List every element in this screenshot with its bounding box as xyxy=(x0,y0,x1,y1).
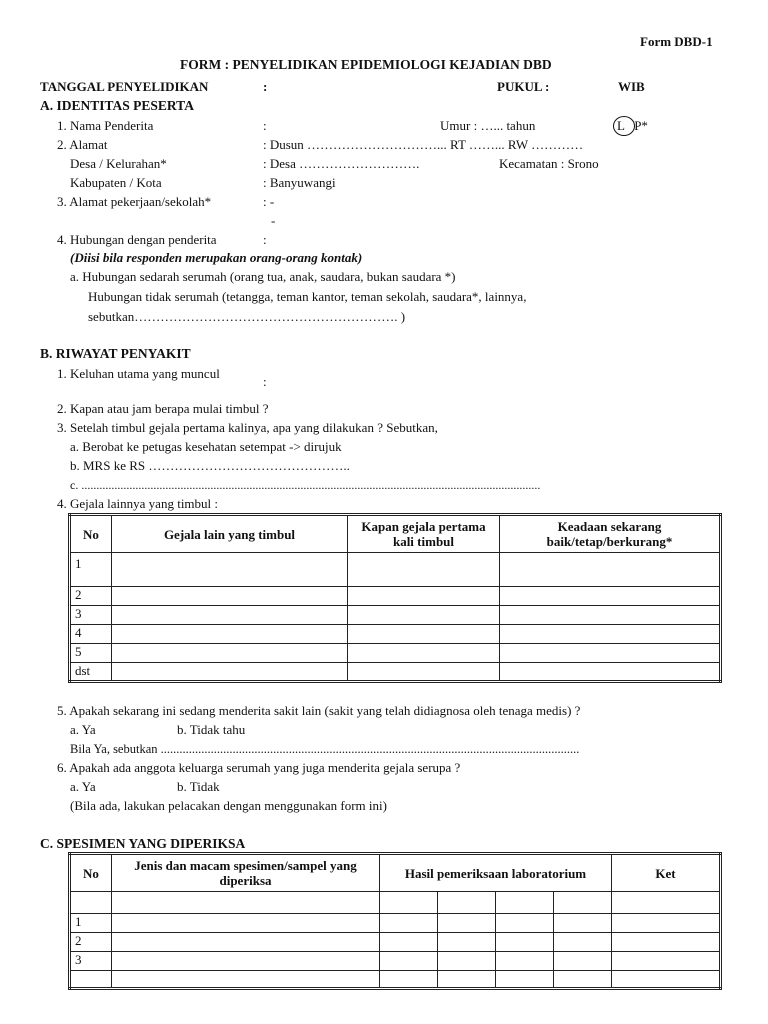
pekerjaan-value-1[interactable]: : - xyxy=(263,194,275,209)
hubungan-value[interactable]: : xyxy=(263,232,267,247)
table-row xyxy=(70,892,721,914)
tanggal-label: TANGGAL PENYELIDIKAN xyxy=(40,79,209,94)
table-cell[interactable] xyxy=(612,952,721,971)
table-cell[interactable] xyxy=(380,914,438,933)
col-header-no: No xyxy=(70,515,112,553)
tindakan-option-b[interactable]: b. MRS ke RS ……………………………………….. xyxy=(70,458,350,473)
tindakan-option-a[interactable]: a. Berobat ke petugas kesehatan setempat -> dirujuk xyxy=(70,439,342,454)
table-header-row xyxy=(70,515,721,553)
pekerjaan-label: 3. Alamat pekerjaan/sekolah* xyxy=(57,194,212,209)
table-cell[interactable] xyxy=(348,644,500,663)
table-cell[interactable] xyxy=(112,971,380,989)
row-number: 1 xyxy=(70,914,112,933)
section-b-heading: B. RIWAYAT PENYAKIT xyxy=(40,346,191,361)
table-cell[interactable] xyxy=(112,625,348,644)
umur-field[interactable]: Umur : …... tahun xyxy=(440,118,536,133)
kecamatan-value: Kecamatan : Srono xyxy=(499,156,599,171)
nama-value[interactable]: : xyxy=(263,118,267,133)
gejala-lain-question: 4. Gejala lainnya yang timbul : xyxy=(57,496,219,511)
hubungan-label: 4. Hubungan dengan penderita xyxy=(57,232,217,247)
table-cell[interactable] xyxy=(348,587,500,606)
table-cell[interactable] xyxy=(612,892,721,914)
row-number xyxy=(70,892,112,914)
col-header-gejala: Gejala lain yang timbul xyxy=(112,515,348,553)
col-header-kapan: Kapan gejala pertama kali timbul xyxy=(348,515,500,553)
table-cell[interactable] xyxy=(348,553,500,587)
table-cell[interactable] xyxy=(112,892,380,914)
table-row xyxy=(70,933,721,952)
table-cell[interactable] xyxy=(554,914,612,933)
table-cell[interactable] xyxy=(500,644,721,663)
row-number xyxy=(70,971,112,989)
keluarga-option-tidak[interactable]: b. Tidak xyxy=(177,779,220,794)
col-header-jenis: Jenis dan macam spesimen/sampel yang diperiksa xyxy=(112,854,380,892)
row-number: 2 xyxy=(70,587,112,606)
table-cell[interactable] xyxy=(112,952,380,971)
desa-value[interactable]: : Desa ………………………. xyxy=(263,156,420,171)
table-cell[interactable] xyxy=(112,933,380,952)
row-number: 3 xyxy=(70,952,112,971)
keluhan-label: 1. Keluhan utama yang muncul xyxy=(57,366,220,381)
selection-circle xyxy=(613,116,635,136)
alamat-label: 2. Alamat xyxy=(57,137,108,152)
table-header-row xyxy=(70,854,721,892)
gejala-table xyxy=(68,513,722,683)
spesimen-table xyxy=(68,852,722,990)
mulai-timbul-question: 2. Kapan atau jam berapa mulai timbul ? xyxy=(57,401,269,416)
table-cell[interactable] xyxy=(438,933,496,952)
row-number: 1 xyxy=(70,553,112,587)
table-row xyxy=(70,553,721,587)
table-cell[interactable] xyxy=(496,914,554,933)
pelacakan-note: (Bila ada, lakukan pelacakan dengan menggunakan form ini) xyxy=(70,798,387,813)
sex-selector[interactable] xyxy=(617,118,648,134)
table-cell[interactable] xyxy=(438,952,496,971)
table-cell[interactable] xyxy=(554,971,612,989)
table-cell[interactable] xyxy=(500,625,721,644)
table-cell[interactable] xyxy=(380,933,438,952)
row-number: 5 xyxy=(70,644,112,663)
hubungan-sebutkan[interactable]: sebutkan……………………………………………………. ) xyxy=(88,309,406,324)
table-cell[interactable] xyxy=(612,914,721,933)
table-row xyxy=(70,587,721,606)
table-row xyxy=(70,606,721,625)
table-cell[interactable] xyxy=(112,663,348,682)
kontak-note: (Diisi bila responden merupakan orang-orang kontak) xyxy=(70,250,363,265)
table-row xyxy=(70,644,721,663)
table-cell[interactable] xyxy=(348,606,500,625)
table-cell[interactable] xyxy=(554,933,612,952)
table-cell[interactable] xyxy=(438,971,496,989)
table-cell[interactable] xyxy=(500,587,721,606)
table-cell[interactable] xyxy=(612,971,721,989)
table-row xyxy=(70,663,721,682)
form-title: FORM : PENYELIDIKAN EPIDEMIOLOGI KEJADIAN DBD xyxy=(180,57,552,72)
table-cell[interactable] xyxy=(438,892,496,914)
section-c-heading: C. SPESIMEN YANG DIPERIKSA xyxy=(40,836,246,851)
table-cell[interactable] xyxy=(612,933,721,952)
table-cell[interactable] xyxy=(112,606,348,625)
table-cell[interactable] xyxy=(112,644,348,663)
row-number: 4 xyxy=(70,625,112,644)
wib-label: WIB xyxy=(618,79,645,94)
table-cell[interactable] xyxy=(380,952,438,971)
sakit-lain-option-ya[interactable]: a. Ya xyxy=(70,722,96,737)
keluhan-value[interactable]: : xyxy=(263,374,267,389)
sakit-lain-question: 5. Apakah sekarang ini sedang menderita sakit lain (sakit yang telah didiagnosa oleh tenaga medis) ? xyxy=(57,703,581,718)
table-cell[interactable] xyxy=(496,892,554,914)
row-number: 3 xyxy=(70,606,112,625)
row-number: dst xyxy=(70,663,112,682)
nama-label: 1. Nama Penderita xyxy=(57,118,154,133)
hubungan-option-b[interactable]: Hubungan tidak serumah (tetangga, teman kantor, teman sekolah, saudara*, lainnya, xyxy=(88,289,527,304)
table-cell[interactable] xyxy=(496,971,554,989)
table-cell[interactable] xyxy=(438,914,496,933)
tanggal-colon: : xyxy=(263,79,268,94)
table-cell[interactable] xyxy=(112,587,348,606)
sakit-lain-option-tidak[interactable]: b. Tidak tahu xyxy=(177,722,246,737)
table-cell[interactable] xyxy=(554,892,612,914)
table-cell[interactable] xyxy=(112,914,380,933)
sex-option-l[interactable] xyxy=(617,118,625,134)
col-header-no: No xyxy=(70,854,112,892)
col-header-keadaan: Keadaan sekarang baik/tetap/berkurang* xyxy=(500,515,721,553)
col-header-ket: Ket xyxy=(612,854,721,892)
table-cell[interactable] xyxy=(500,553,721,587)
sakit-lain-sebutkan[interactable]: Bila Ya, sebutkan ...................................................................................................................................... xyxy=(70,742,580,756)
form-code: Form DBD-1 xyxy=(640,34,713,49)
tindakan-question: 3. Setelah timbul gejala pertama kalinya, apa yang dilakukan ? Sebutkan, xyxy=(57,420,438,435)
table-row xyxy=(70,952,721,971)
desa-label: Desa / Kelurahan* xyxy=(70,156,167,171)
sex-l-label: L xyxy=(617,118,625,133)
table-cell[interactable] xyxy=(496,952,554,971)
col-header-hasil: Hasil pemeriksaan laboratorium xyxy=(380,854,612,892)
table-cell[interactable] xyxy=(348,663,500,682)
sex-p-label: P* xyxy=(634,118,648,133)
keluarga-question: 6. Apakah ada anggota keluarga serumah yang juga menderita gejala serupa ? xyxy=(57,760,461,775)
table-cell[interactable] xyxy=(348,625,500,644)
table-cell[interactable] xyxy=(496,933,554,952)
pekerjaan-value-2[interactable]: - xyxy=(271,213,276,228)
table-cell[interactable] xyxy=(380,892,438,914)
tindakan-option-c[interactable]: c. ......................................................................................................................................................... xyxy=(70,478,541,492)
table-row xyxy=(70,914,721,933)
table-row xyxy=(70,971,721,989)
keluarga-option-ya[interactable]: a. Ya xyxy=(70,779,96,794)
section-a-heading: A. IDENTITAS PESERTA xyxy=(40,98,194,113)
pukul-label: PUKUL : xyxy=(497,79,550,94)
table-row xyxy=(70,625,721,644)
table-cell[interactable] xyxy=(500,606,721,625)
kabupaten-value: : Banyuwangi xyxy=(263,175,336,190)
table-cell[interactable] xyxy=(112,553,348,587)
table-cell[interactable] xyxy=(380,971,438,989)
kabupaten-label: Kabupaten / Kota xyxy=(70,175,162,190)
alamat-value[interactable]: : Dusun …………………………... RT ……... RW ………… xyxy=(263,137,584,152)
table-cell[interactable] xyxy=(554,952,612,971)
row-number: 2 xyxy=(70,933,112,952)
hubungan-option-a[interactable]: a. Hubungan sedarah serumah (orang tua, anak, saudara, bukan saudara *) xyxy=(70,269,456,284)
table-cell[interactable] xyxy=(500,663,721,682)
